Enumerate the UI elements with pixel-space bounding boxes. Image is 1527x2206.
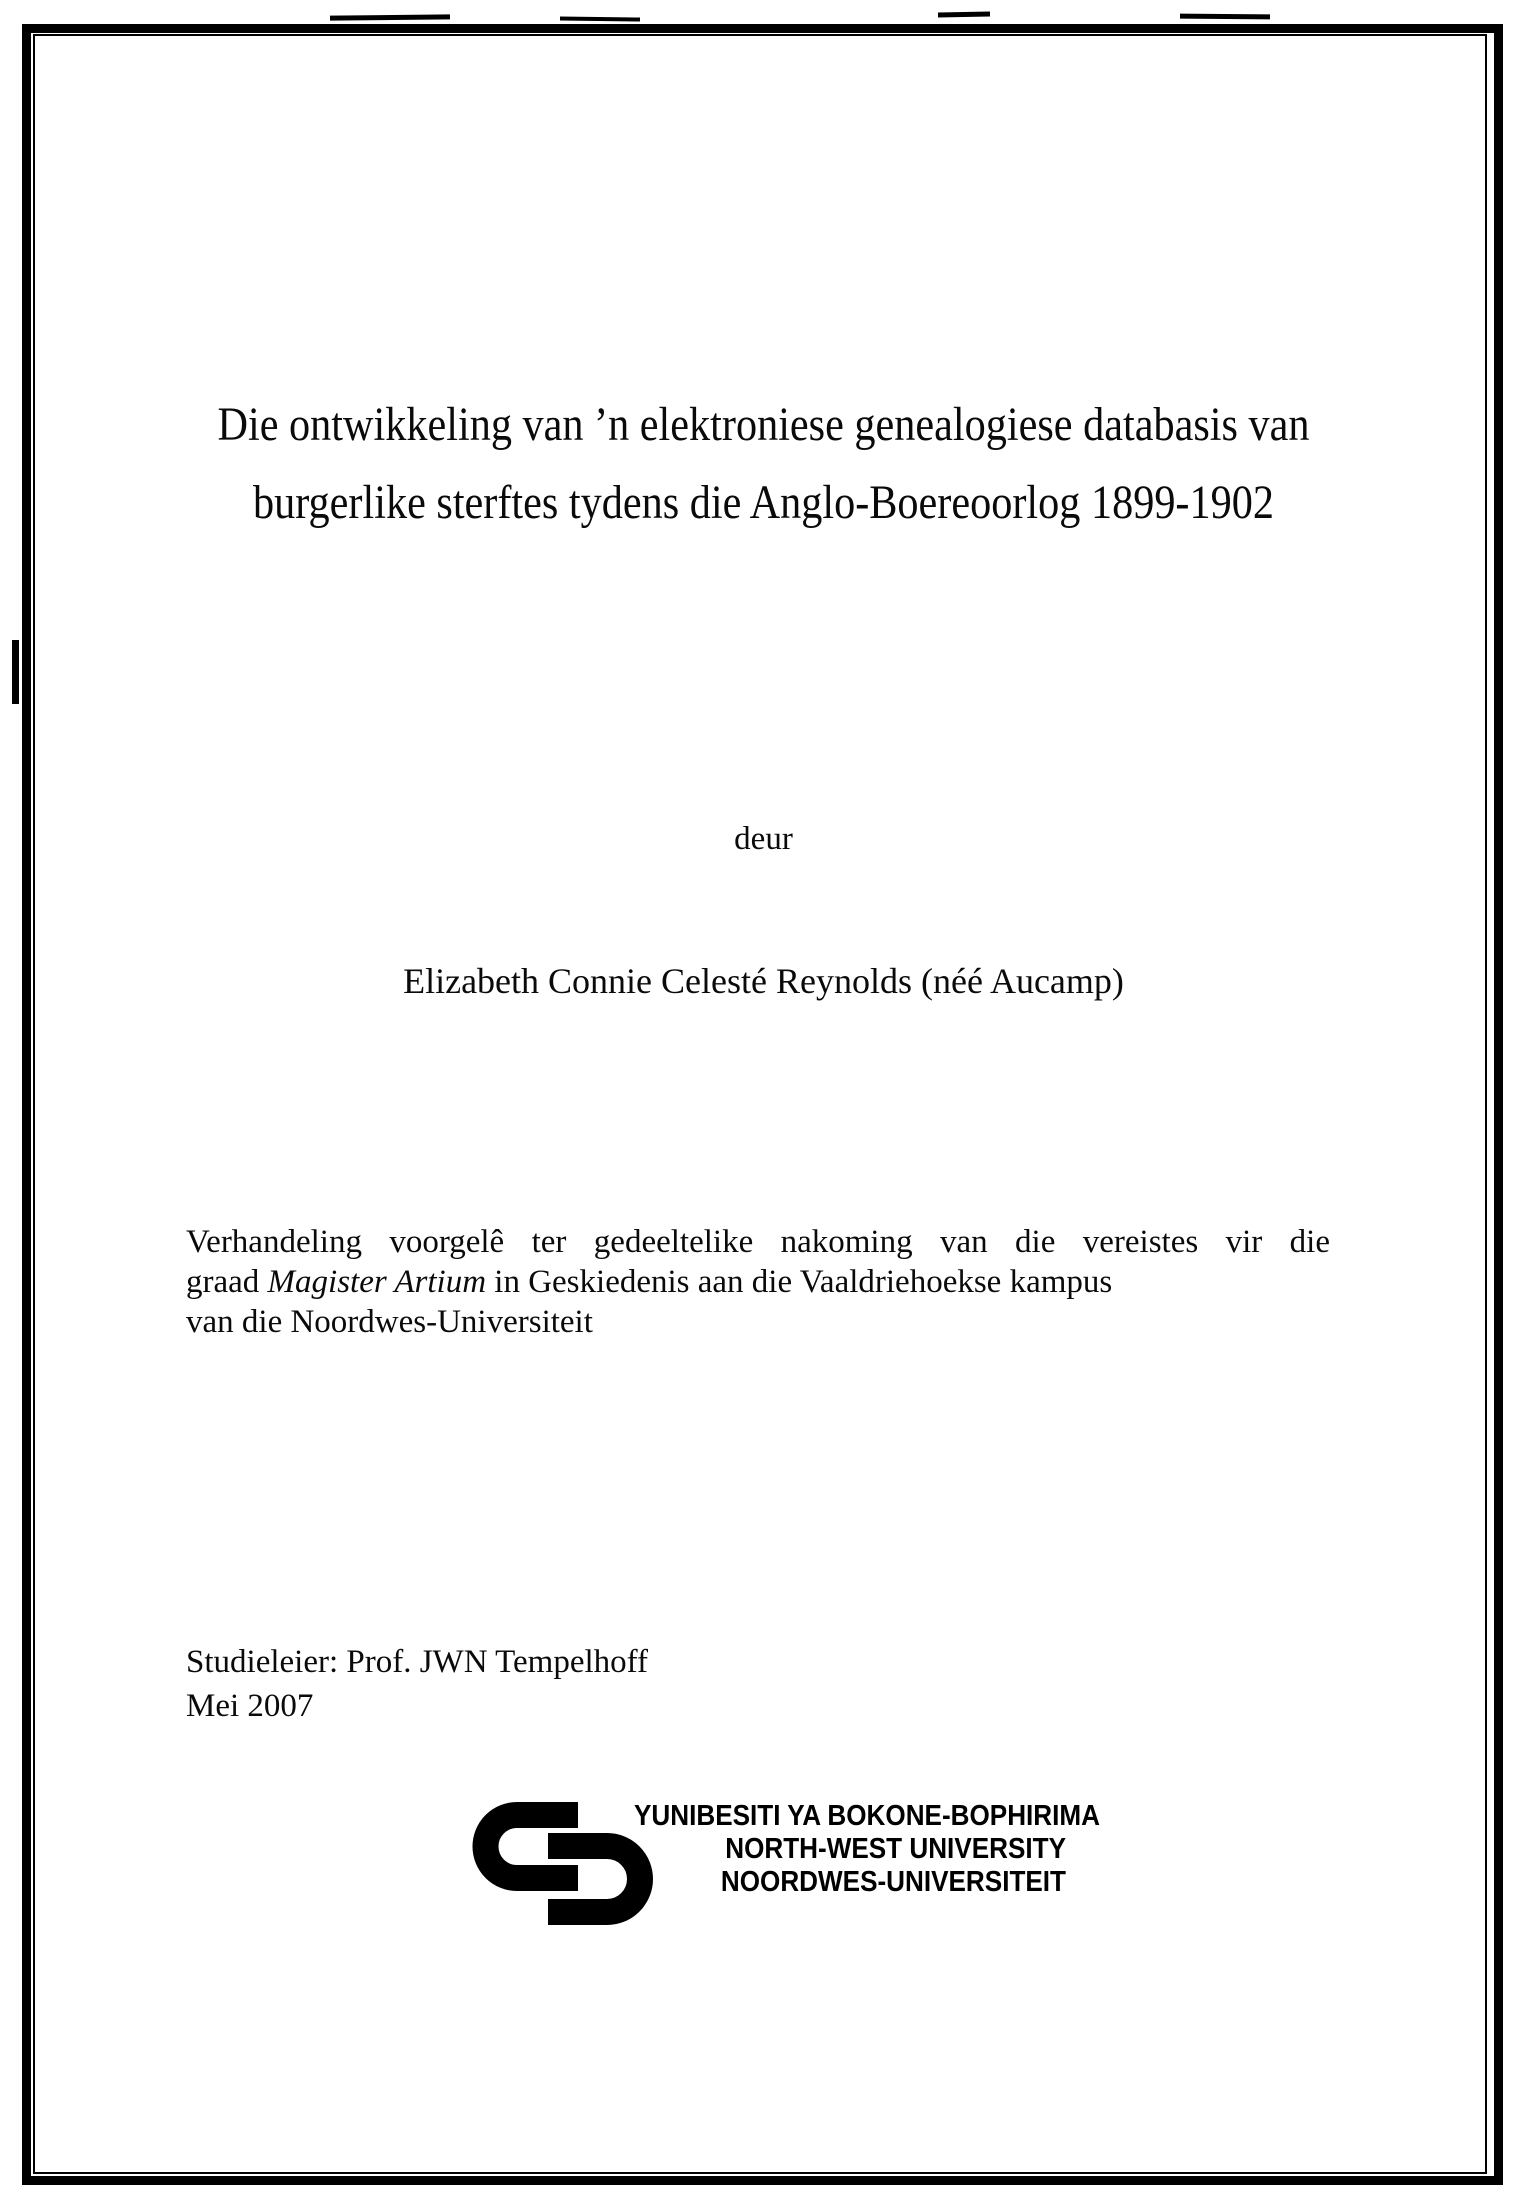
nwu-interlocking-links-icon	[462, 1800, 662, 1932]
degree-rest: in Geskiedenis aan die Vaaldriehoekse kampus	[486, 1264, 1113, 1300]
scan-artifact	[12, 640, 19, 704]
logo-line-english: NORTH-WEST UNIVERSITY	[725, 1833, 1066, 1865]
thesis-title-line1: Die ontwikkeling van ’n elektroniese genealogiese databasis van	[217, 398, 1310, 451]
author-name: Elizabeth Connie Celesté Reynolds (néé Aucamp)	[403, 961, 1124, 1001]
submission-line2	[186, 1262, 1330, 1302]
scan-artifact	[330, 14, 450, 20]
logo-line-afrikaans: NOORDWES-UNIVERSITEIT	[720, 1866, 1066, 1898]
supervisor-line: Studieleier: Prof. JWN Tempelhoff	[186, 1644, 649, 1680]
thesis-title-line2: burgerlike sterftes tydens die Anglo-Boereoorlog 1899-1902	[253, 476, 1274, 529]
logo-line-setswana: YUNIBESITI YA BOKONE-BOPHIRIMA	[634, 1800, 1101, 1832]
degree-prefix: graad	[186, 1264, 268, 1300]
byline: deur	[734, 821, 793, 857]
degree-name: Magister Artium	[267, 1264, 487, 1300]
thesis-title	[92, 386, 1436, 542]
supervisor-block	[186, 1640, 1086, 1728]
scan-artifact	[1180, 14, 1270, 20]
scan-artifact	[560, 16, 640, 21]
university-logo-text	[634, 1800, 1101, 1899]
submission-statement	[186, 1222, 1330, 1342]
scan-artifact	[938, 12, 990, 18]
submission-line1: Verhandeling voorgelê ter gedeeltelike nakoming van die vereistes vir die	[186, 1224, 1330, 1260]
submission-line3: van die Noordwes-Universiteit	[186, 1304, 593, 1340]
date-line: Mei 2007	[186, 1688, 314, 1724]
